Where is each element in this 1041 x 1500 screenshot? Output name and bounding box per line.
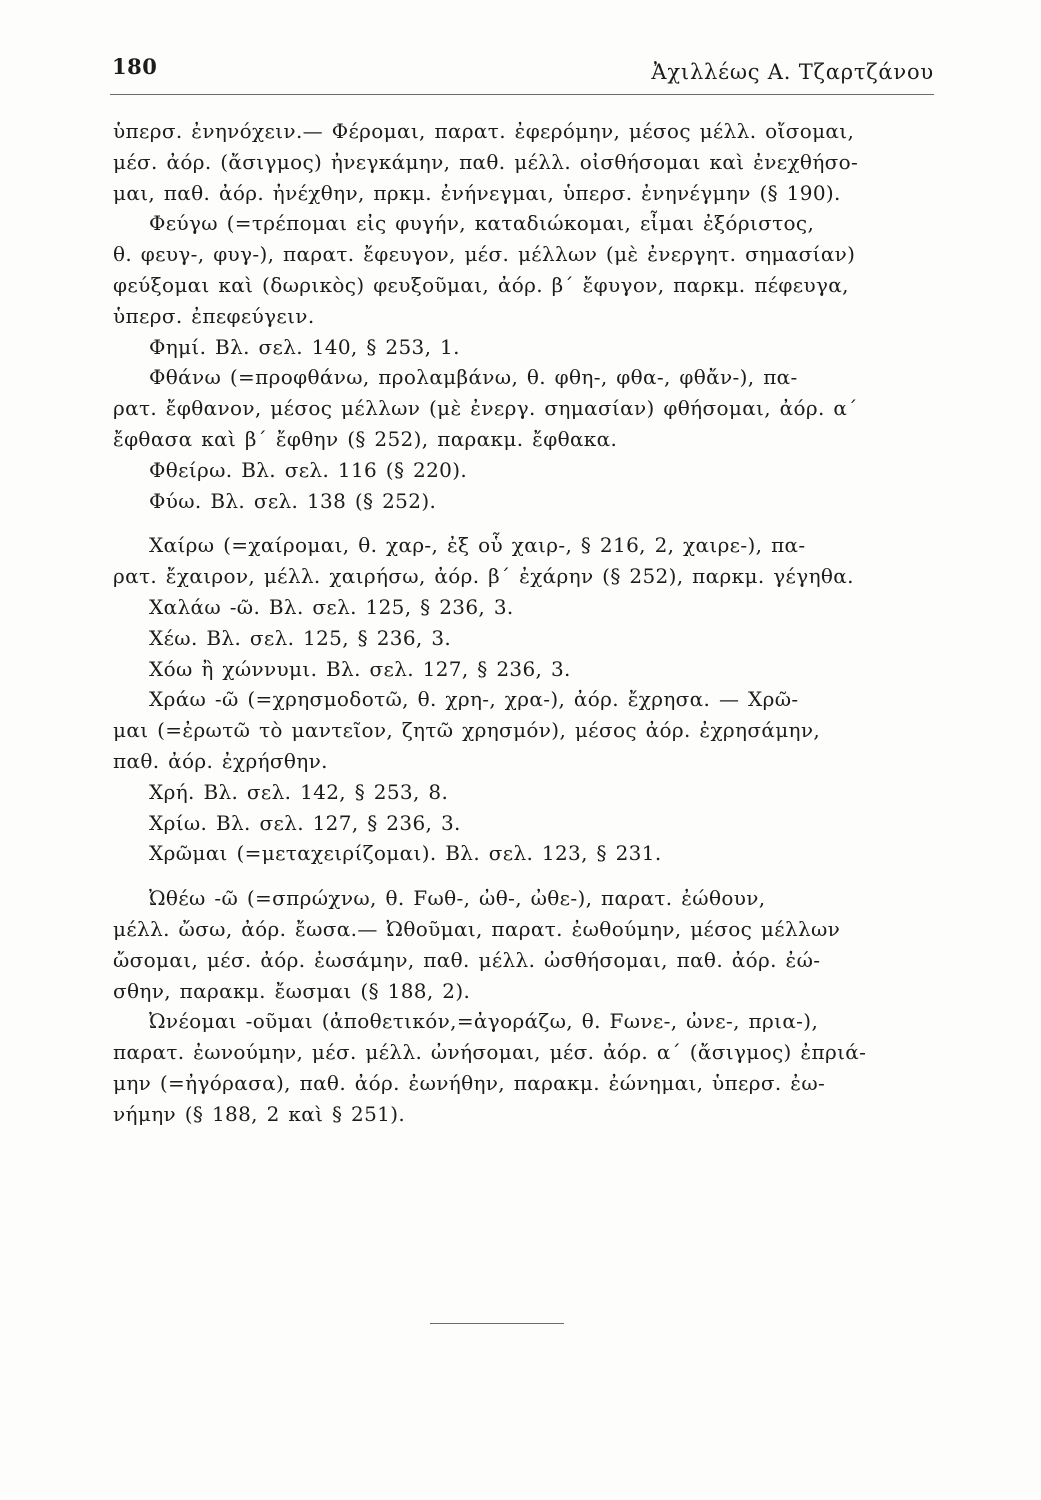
text-line: Χρῶμαι (=μεταχειρίζομαι). Βλ. σελ. 123, § 231. [149,841,662,866]
text-line: παθ. ἀόρ. ἐχρήσθην. [113,748,328,773]
text-line: σθην, παρακμ. ἔωσμαι (§ 188, 2). [113,978,471,1003]
text-line: νήμην (§ 188, 2 καὶ § 251). [113,1101,406,1126]
text-line: θ. φευγ-, φυγ-), παρατ. ἔφευγον, μέσ. μέλλων (μὲ ἐνεργητ. σημασίαν) [113,242,856,267]
text-line: μέλλ. ὤσω, ἀόρ. ἔωσα.— Ὠθοῦμαι, παρατ. ἐωθούμην, μέσος μέλλων [113,916,841,941]
text-line: Φημί. Βλ. σελ. 140, § 253, 1. [149,334,460,359]
text-line: μαι, παθ. ἀόρ. ἠνέχθην, πρκμ. ἐνήνεγμαι, ὑπερσ. ἐνηνέγμην (§ 190). [113,180,841,205]
text-line: Φθείρω. Βλ. σελ. 116 (§ 220). [149,457,468,482]
header-rule [110,94,934,95]
text-line: Χρίω. Βλ. σελ. 127, § 236, 3. [149,810,461,835]
text-line: Ὠνέομαι -οῦμαι (ἀποθετικόν,=ἀγοράζω, θ. Fωνε-, ὠνε-, πρια-), [149,1009,819,1034]
text-line: παρατ. ἐωνούμην, μέσ. μέλλ. ὠνήσομαι, μέσ. ἀόρ. α´ (ἄσιγμος) ἐπριά- [113,1040,867,1065]
text-line: μην (=ἠγόρασα), παθ. ἀόρ. ἐωνήθην, παρακμ. ἐώνημαι, ὑπερσ. ἐω- [113,1070,826,1095]
text-line: μέσ. ἀόρ. (ἄσιγμος) ἠνεγκάμην, παθ. μέλλ. οἰσθήσομαι καὶ ἐνεχθήσο- [113,149,859,174]
text-line: ὑπερσ. ἐπεφεύγειν. [113,303,315,328]
text-line: Φθάνω (=προφθάνω, προλαμβάνω, θ. φθη-, φθα-, φθἄν-), πα- [149,365,798,390]
text-line: ὑπερσ. ἐνηνόχειν.— Φέρομαι, παρατ. ἐφερόμην, μέσος μέλλ. οἴσομαι, [113,119,855,143]
text-line: ρατ. ἔφθανον, μέσος μέλλων (μὲ ἐνεργ. σημασίαν) φθήσομαι, ἀόρ. α´ [113,396,858,421]
dictionary-body [113,116,935,1130]
text-line: φεύξομαι καὶ (δωρικὸς) φευξοῦμαι, ἀόρ. β´ ἔφυγον, παρκμ. πέφευγα, [113,272,849,297]
text-line: ρατ. ἔχαιρον, μέλλ. χαιρήσω, ἀόρ. β´ ἐχάρην (§ 252), παρκμ. γέγηθα. [113,564,854,589]
text-line: Χαίρω (=χαίρομαι, θ. χαρ-, ἐξ οὗ χαιρ-, § 216, 2, χαιρε-), πα- [149,533,806,558]
text-line: Χαλάω -ῶ. Βλ. σελ. 125, § 236, 3. [149,594,514,619]
running-head-author: Ἀχιλλέως Α. Τζαρτζάνου [651,60,934,84]
text-line: Χράω -ῶ (=χρησμοδοτῶ, θ. χρη-, χρα-), ἀόρ. ἔχρησα. — Χρῶ- [149,687,799,712]
text-line: Ὠθέω -ῶ (=σπρώχνω, θ. Fωθ-, ὠθ-, ὠθε-), παρατ. ἐώθουν, [149,886,766,911]
text-line: Φύω. Βλ. σελ. 138 (§ 252). [149,488,437,513]
text-line: Φεύγω (=τρέπομαι εἰς φυγήν, καταδιώκομαι, εἶμαι ἐξόριστος, [149,211,815,236]
text-line: Χρή. Βλ. σελ. 142, § 253, 8. [149,779,449,804]
text-line: μαι (=ἐρωτῶ τὸ μαντεῖον, ζητῶ χρησμόν), μέσος ἀόρ. ἐχρησάμην, [113,718,821,743]
text-line: ὤσομαι, μέσ. ἀόρ. ἐωσάμην, παθ. μέλλ. ὠσθήσομαι, παθ. ἀόρ. ἐώ- [113,947,821,972]
page-header [110,50,934,90]
section-end-rule [430,1323,564,1324]
text-line: Χόω ἢ χώννυμι. Βλ. σελ. 127, § 236, 3. [149,656,571,681]
text-line: Χέω. Βλ. σελ. 125, § 236, 3. [149,625,452,650]
text-line: ἔφθασα καὶ β´ ἔφθην (§ 252), παρακμ. ἔφθακα. [113,426,618,451]
page-number: 180 [112,54,158,79]
